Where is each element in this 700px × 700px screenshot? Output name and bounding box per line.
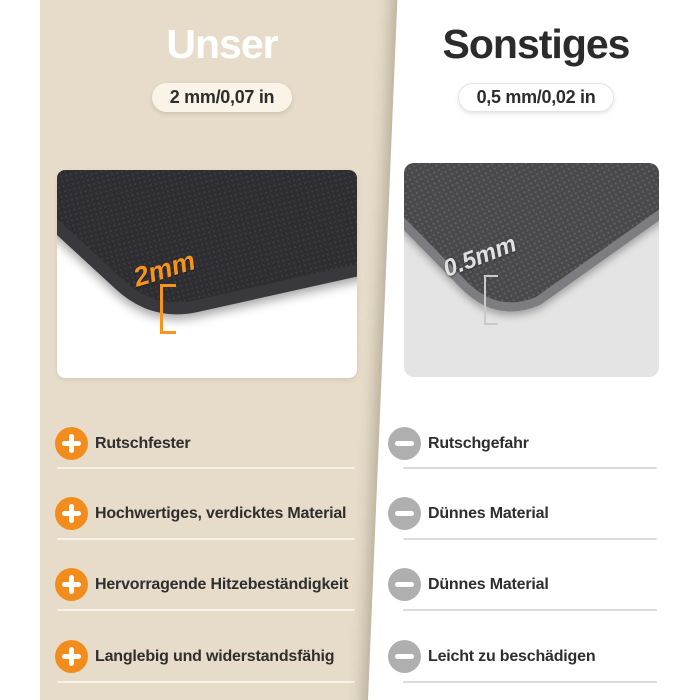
feature-row	[388, 568, 549, 601]
thin-mat-photo-card	[404, 163, 659, 377]
thickness-callout-05mm: 0.5mm	[439, 230, 521, 283]
feature-label: Rutschfester	[95, 434, 191, 452]
plus-icon	[55, 427, 88, 460]
divider	[403, 609, 657, 611]
minus-icon	[388, 640, 421, 673]
feature-row	[55, 640, 334, 673]
feature-row	[388, 640, 595, 673]
feature-row	[55, 568, 348, 601]
minus-icon	[388, 427, 421, 460]
right-thickness-badge: 0,5 mm/0,02 in	[458, 83, 615, 112]
feature-row	[55, 427, 190, 460]
divider	[403, 467, 657, 469]
divider	[403, 538, 657, 540]
left-thickness-badge: 2 mm/0,07 in	[152, 83, 292, 112]
thick-mat-corner-graphic	[57, 170, 357, 378]
feature-label: Rutschgefahr	[428, 434, 529, 452]
divider	[57, 467, 355, 469]
feature-row	[388, 427, 529, 460]
minus-icon	[388, 568, 421, 601]
thick-mat-photo-card	[57, 170, 357, 378]
feature-label: Dünnes Material	[428, 504, 549, 522]
plus-icon	[55, 568, 88, 601]
feature-label: Hochwertiges, verdicktes Material	[95, 504, 347, 522]
measure-bracket-icon	[160, 284, 176, 334]
minus-icon	[388, 497, 421, 530]
feature-label: Hervorragende Hitzebeständigkeit	[95, 575, 349, 593]
divider	[57, 681, 355, 683]
other-column-header	[406, 22, 666, 112]
thin-mat-corner-graphic	[404, 163, 659, 377]
right-column-title: Sonstiges	[442, 21, 630, 67]
left-column-title: Unser	[166, 21, 278, 67]
feature-label: Leicht zu beschädigen	[428, 647, 596, 665]
feature-label: Dünnes Material	[428, 575, 549, 593]
divider	[57, 538, 355, 540]
feature-label: Langlebig und widerstandsfähig	[95, 647, 335, 665]
plus-icon	[55, 497, 88, 530]
divider	[57, 609, 355, 611]
thickness-callout-2mm: 2mm	[129, 245, 199, 293]
divider	[403, 681, 657, 683]
plus-icon	[55, 640, 88, 673]
feature-row	[55, 497, 346, 530]
measure-bracket-icon	[484, 275, 498, 325]
feature-row	[388, 497, 549, 530]
our-column-header	[40, 22, 404, 112]
